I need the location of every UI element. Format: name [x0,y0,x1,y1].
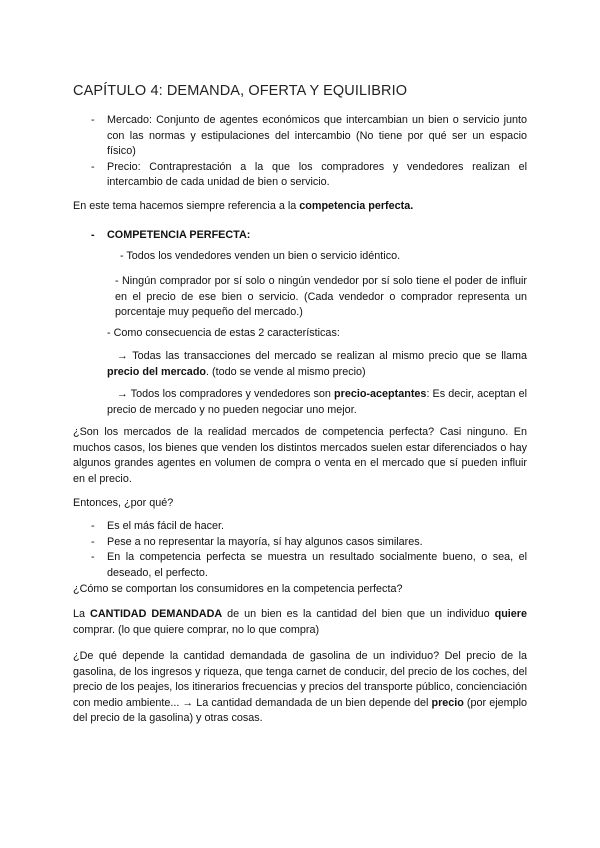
definition-mercado: - Mercado: Conjunto de agentes económicos que intercambian un bien o servicio junto con las normas y estipulaciones del intercambio (No tiene por qué ser un espacio físico) [73,113,527,160]
arrow-point-2 [73,387,527,418]
arrow-point-1-bold: precio del mercado [107,365,207,378]
arrow-point-2-bold: precio-aceptantes [334,388,427,400]
intro-bold: competencia perfecta. [299,200,414,212]
intro-paragraph [73,199,527,215]
q3-text: ¿De qué depende la cantidad demandada de gasolina de un individuo? Del precio de la gasolina, de los ingresos y riqueza, que tenga carnet de conducir, del precio de los coches, del precio de los peajes, los itinerarios frecuencias y precios del transporte público, concienciación con medio ambiente... → La cantidad demandada de un bien depende del [73,650,527,709]
qd-bold-quiere: quiere [494,608,528,620]
qd-text-2: de un bien es la cantidad del bien que un individuo [222,608,495,620]
question-paragraph-1: ¿Son los mercados de la realidad mercados de competencia perfecta? Casi ninguno. En muchos casos, los bienes que venden los distintos mercados suelen estar diferenciados o hay algunos grandes agentes en volumen de compra o venta en el mercado que sí pueden influir en el precio. [73,426,527,485]
chapter-title: CAPÍTULO 4: DEMANDA, OFERTA Y EQUILIBRIO [73,83,408,99]
reason-item: - Pese a no representar la mayoría, sí hay algunos casos similares. [73,535,527,551]
arrow-point-1-text: → Todas las transacciones del mercado se realizan al mismo precio que se llama [117,350,527,362]
characteristic-1: - Todos los vendedores venden un bien o servicio idéntico. [120,250,401,262]
characteristic-2: - Ningún comprador por sí solo o ningún vendedor por sí solo tiene el poder de influir en el precio de ese bien o servicio. (Cada vendedor o comprador representa un porcentaje muy pequeño del mercado.) [115,275,527,319]
arrow-point-1-after: . (todo se vende al mismo precio) [206,365,366,378]
reason-item: - En la competencia perfecta se muestra un resultado socialmente bueno, o sea, el deseado, el perfecto. [73,550,527,581]
consequence-line: - Como consecuencia de estas 2 características: [107,327,340,339]
quantity-demanded-paragraph [73,607,527,638]
reason-item: - Es el más fácil de hacer. [73,519,527,535]
q3-bold: precio [431,696,464,709]
intro-text: En este tema hacemos siempre referencia a la [73,200,300,212]
arrow-point-1 [73,349,527,380]
definitions-list [73,113,527,191]
competition-heading: - COMPETENCIA PERFECTA: [73,228,527,244]
qd-text-1: La [73,608,91,620]
arrow-point-2-text: → Todos los compradores y vendedores son [117,388,335,400]
q3-after: (por ejemplo del precio de la gasolina) y otras cosas. [73,696,528,725]
qd-text-3: comprar. (lo que quiere comprar, no lo que compra) [73,623,320,636]
qd-bold-term: CANTIDAD DEMANDADA [90,608,223,620]
arrow-point-2-after: : Es decir, aceptan el precio de mercado y no pueden negociar uno mejor. [107,388,527,416]
question-paragraph-3 [73,649,527,727]
definition-precio: - Precio: Contraprestación a la que los compradores y vendedores realizan el intercambio de cada unidad de bien o servicio. [73,160,527,191]
question-paragraph-2: ¿Cómo se comportan los consumidores en la competencia perfecta? [73,583,403,595]
then-why: Entonces, ¿por qué? [73,497,174,509]
reasons-list [73,519,527,581]
competition-heading-block [73,228,527,244]
